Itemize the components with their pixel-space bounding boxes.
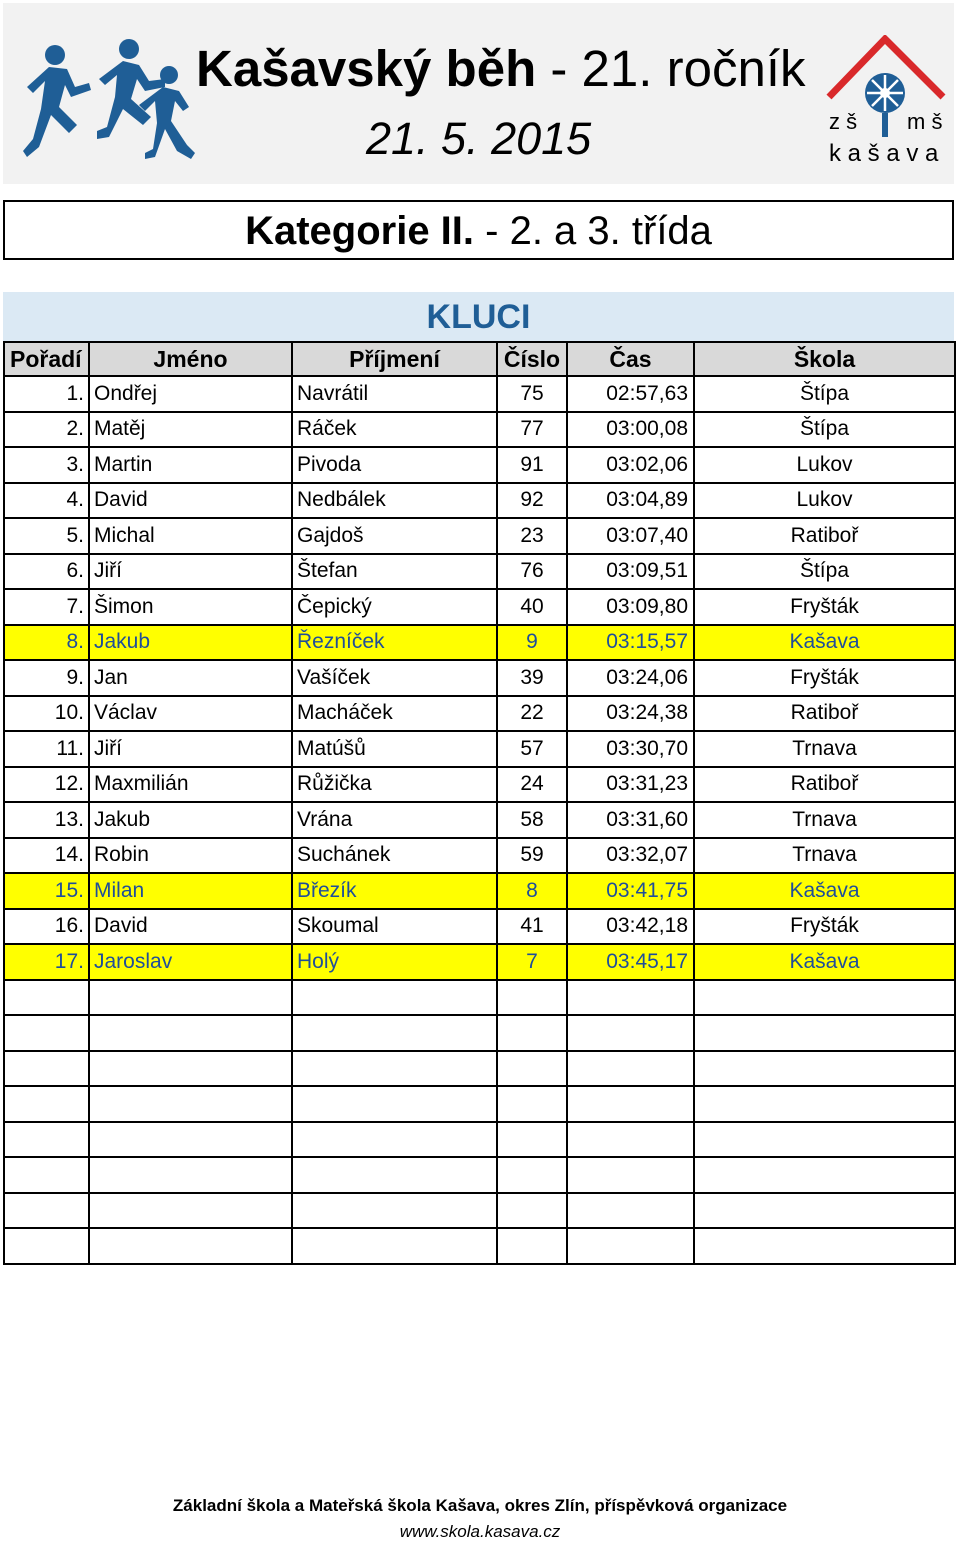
page-title: Kašavský běh - 21. ročník xyxy=(196,40,806,97)
cell-empty xyxy=(89,1051,292,1087)
table-header-row xyxy=(4,342,955,376)
cell-num: 24 xyxy=(497,767,567,803)
table-row xyxy=(4,660,955,696)
section-title: KLUCI xyxy=(426,298,531,336)
cell-school: Ratiboř xyxy=(694,767,955,803)
cell-time: 03:32,07 xyxy=(567,838,694,874)
cell-empty xyxy=(4,1122,89,1158)
cell-rank: 12. xyxy=(4,767,89,803)
table-row-empty xyxy=(4,1193,955,1229)
cell-empty xyxy=(694,1051,955,1087)
cell-empty xyxy=(567,1228,694,1264)
cell-time: 03:09,80 xyxy=(567,589,694,625)
cell-first: Václav xyxy=(89,696,292,732)
cell-first: Jakub xyxy=(89,802,292,838)
cell-num: 39 xyxy=(497,660,567,696)
cell-empty xyxy=(4,1015,89,1051)
table-row xyxy=(4,944,955,980)
table-row xyxy=(4,696,955,732)
cell-time: 03:42,18 xyxy=(567,909,694,945)
category-box xyxy=(3,200,954,260)
cell-rank: 16. xyxy=(4,909,89,945)
cell-rank: 9. xyxy=(4,660,89,696)
table-row-empty xyxy=(4,1157,955,1193)
cell-time: 03:31,60 xyxy=(567,802,694,838)
cell-empty xyxy=(4,980,89,1016)
cell-last: Růžička xyxy=(292,767,497,803)
col-header-time: Čas xyxy=(567,342,694,376)
cell-empty xyxy=(567,1157,694,1193)
logo-text-kasava: k a š a v a xyxy=(829,140,939,167)
table-row-empty xyxy=(4,1015,955,1051)
cell-school: Trnava xyxy=(694,838,955,874)
cell-first: Michal xyxy=(89,518,292,554)
cell-school: Fryšták xyxy=(694,909,955,945)
col-header-first-name: Jméno xyxy=(89,342,292,376)
cell-num: 41 xyxy=(497,909,567,945)
table-row-empty xyxy=(4,1122,955,1158)
cell-last: Čepický xyxy=(292,589,497,625)
cell-last: Březík xyxy=(292,873,497,909)
cell-empty xyxy=(89,1122,292,1158)
cell-school: Trnava xyxy=(694,802,955,838)
cell-rank: 8. xyxy=(4,625,89,661)
cell-time: 03:07,40 xyxy=(567,518,694,554)
section-header xyxy=(3,292,954,341)
cell-last: Suchánek xyxy=(292,838,497,874)
cell-empty xyxy=(292,1157,497,1193)
footer-website: www.skola.kasava.cz xyxy=(399,1522,561,1541)
cell-empty xyxy=(497,1015,567,1051)
cell-first: Jaroslav xyxy=(89,944,292,980)
cell-school: Štípa xyxy=(694,412,955,448)
cell-school: Štípa xyxy=(694,376,955,412)
cell-num: 23 xyxy=(497,518,567,554)
cell-first: Ondřej xyxy=(89,376,292,412)
table-row-empty xyxy=(4,1086,955,1122)
cell-rank: 7. xyxy=(4,589,89,625)
cell-empty xyxy=(89,1228,292,1264)
cell-empty xyxy=(694,1157,955,1193)
cell-empty xyxy=(4,1051,89,1087)
cell-first: Jiří xyxy=(89,554,292,590)
cell-empty xyxy=(292,1122,497,1158)
cell-first: David xyxy=(89,483,292,519)
cell-first: Jakub xyxy=(89,625,292,661)
cell-num: 77 xyxy=(497,412,567,448)
cell-num: 92 xyxy=(497,483,567,519)
cell-empty xyxy=(497,1228,567,1264)
cell-empty xyxy=(4,1157,89,1193)
cell-first: Jiří xyxy=(89,731,292,767)
cell-rank: 2. xyxy=(4,412,89,448)
cell-last: Skoumal xyxy=(292,909,497,945)
cell-num: 58 xyxy=(497,802,567,838)
cell-school: Lukov xyxy=(694,447,955,483)
cell-first: David xyxy=(89,909,292,945)
table-row xyxy=(4,802,955,838)
footer-organization: Základní škola a Mateřská škola Kašava, okres Zlín, příspěvková organizace xyxy=(172,1496,788,1515)
col-header-number: Číslo xyxy=(497,342,567,376)
col-header-last-name: Příjmení xyxy=(292,342,497,376)
table-row xyxy=(4,589,955,625)
table-row xyxy=(4,483,955,519)
cell-empty xyxy=(567,1051,694,1087)
cell-rank: 6. xyxy=(4,554,89,590)
cell-empty xyxy=(497,1122,567,1158)
cell-num: 76 xyxy=(497,554,567,590)
cell-empty xyxy=(497,1086,567,1122)
cell-empty xyxy=(89,1015,292,1051)
cell-num: 9 xyxy=(497,625,567,661)
cell-empty xyxy=(292,1086,497,1122)
cell-last: Vašíček xyxy=(292,660,497,696)
table-row xyxy=(4,447,955,483)
cell-last: Ráček xyxy=(292,412,497,448)
cell-rank: 15. xyxy=(4,873,89,909)
cell-school: Ratiboř xyxy=(694,518,955,554)
cell-empty xyxy=(694,1193,955,1229)
cell-empty xyxy=(694,1015,955,1051)
cell-rank: 5. xyxy=(4,518,89,554)
cell-rank: 14. xyxy=(4,838,89,874)
cell-empty xyxy=(694,1122,955,1158)
table-row xyxy=(4,909,955,945)
cell-time: 03:45,17 xyxy=(567,944,694,980)
cell-rank: 10. xyxy=(4,696,89,732)
cell-first: Jan xyxy=(89,660,292,696)
cell-first: Milan xyxy=(89,873,292,909)
cell-empty xyxy=(292,1193,497,1229)
cell-empty xyxy=(4,1086,89,1122)
cell-rank: 13. xyxy=(4,802,89,838)
cell-time: 03:00,08 xyxy=(567,412,694,448)
cell-empty xyxy=(4,1228,89,1264)
table-row xyxy=(4,554,955,590)
cell-empty xyxy=(567,1193,694,1229)
cell-num: 91 xyxy=(497,447,567,483)
cell-rank: 11. xyxy=(4,731,89,767)
cell-school: Kašava xyxy=(694,625,955,661)
cell-num: 40 xyxy=(497,589,567,625)
table-row xyxy=(4,873,955,909)
cell-last: Štefan xyxy=(292,554,497,590)
cell-school: Ratiboř xyxy=(694,696,955,732)
cell-last: Holý xyxy=(292,944,497,980)
cell-num: 75 xyxy=(497,376,567,412)
cell-last: Vrána xyxy=(292,802,497,838)
logo-text-ms: m š xyxy=(907,109,943,134)
cell-empty xyxy=(694,1086,955,1122)
col-header-school: Škola xyxy=(694,342,955,376)
table-row xyxy=(4,838,955,874)
cell-school: Fryšták xyxy=(694,660,955,696)
cell-school: Kašava xyxy=(694,944,955,980)
cell-time: 03:15,57 xyxy=(567,625,694,661)
logo-text-zs: z š xyxy=(829,109,858,134)
cell-first: Matěj xyxy=(89,412,292,448)
cell-empty xyxy=(292,1051,497,1087)
cell-time: 02:57,63 xyxy=(567,376,694,412)
cell-empty xyxy=(567,980,694,1016)
cell-last: Navrátil xyxy=(292,376,497,412)
school-logo-icon xyxy=(825,35,947,167)
table-row xyxy=(4,412,955,448)
cell-school: Trnava xyxy=(694,731,955,767)
category-title: Kategorie II. - 2. a 3. třída xyxy=(245,209,712,253)
cell-num: 22 xyxy=(497,696,567,732)
cell-empty xyxy=(497,1051,567,1087)
cell-empty xyxy=(497,1193,567,1229)
table-row xyxy=(4,376,955,412)
table-row xyxy=(4,518,955,554)
cell-school: Štípa xyxy=(694,554,955,590)
cell-last: Nedbálek xyxy=(292,483,497,519)
cell-time: 03:30,70 xyxy=(567,731,694,767)
table-row-empty xyxy=(4,1228,955,1264)
cell-rank: 1. xyxy=(4,376,89,412)
cell-empty xyxy=(89,980,292,1016)
cell-last: Matúšů xyxy=(292,731,497,767)
cell-empty xyxy=(292,1228,497,1264)
cell-empty xyxy=(292,980,497,1016)
cell-last: Pivoda xyxy=(292,447,497,483)
cell-empty xyxy=(89,1157,292,1193)
cell-first: Martin xyxy=(89,447,292,483)
cell-last: Macháček xyxy=(292,696,497,732)
cell-num: 59 xyxy=(497,838,567,874)
cell-first: Maxmilián xyxy=(89,767,292,803)
col-header-rank: Pořadí xyxy=(4,342,89,376)
cell-time: 03:24,06 xyxy=(567,660,694,696)
cell-rank: 17. xyxy=(4,944,89,980)
cell-empty xyxy=(89,1193,292,1229)
cell-time: 03:04,89 xyxy=(567,483,694,519)
cell-rank: 3. xyxy=(4,447,89,483)
table-row-empty xyxy=(4,980,955,1016)
cell-last: Řezníček xyxy=(292,625,497,661)
cell-empty xyxy=(567,1086,694,1122)
results-table xyxy=(3,341,956,1265)
cell-empty xyxy=(4,1193,89,1229)
cell-time: 03:02,06 xyxy=(567,447,694,483)
cell-empty xyxy=(694,1228,955,1264)
cell-num: 8 xyxy=(497,873,567,909)
cell-num: 57 xyxy=(497,731,567,767)
cell-time: 03:31,23 xyxy=(567,767,694,803)
runners-icon xyxy=(19,35,197,165)
cell-rank: 4. xyxy=(4,483,89,519)
cell-first: Robin xyxy=(89,838,292,874)
table-row xyxy=(4,731,955,767)
cell-last: Gajdoš xyxy=(292,518,497,554)
cell-first: Šimon xyxy=(89,589,292,625)
table-row xyxy=(4,625,955,661)
table-row-empty xyxy=(4,1051,955,1087)
cell-num: 7 xyxy=(497,944,567,980)
cell-school: Lukov xyxy=(694,483,955,519)
cell-school: Kašava xyxy=(694,873,955,909)
cell-time: 03:41,75 xyxy=(567,873,694,909)
cell-empty xyxy=(497,980,567,1016)
cell-empty xyxy=(89,1086,292,1122)
cell-time: 03:24,38 xyxy=(567,696,694,732)
cell-school: Fryšták xyxy=(694,589,955,625)
cell-time: 03:09,51 xyxy=(567,554,694,590)
cell-empty xyxy=(497,1157,567,1193)
cell-empty xyxy=(694,980,955,1016)
table-row xyxy=(4,767,955,803)
event-date: 21. 5. 2015 xyxy=(366,113,592,164)
cell-empty xyxy=(567,1015,694,1051)
cell-empty xyxy=(292,1015,497,1051)
cell-empty xyxy=(567,1122,694,1158)
header-banner xyxy=(3,3,954,184)
